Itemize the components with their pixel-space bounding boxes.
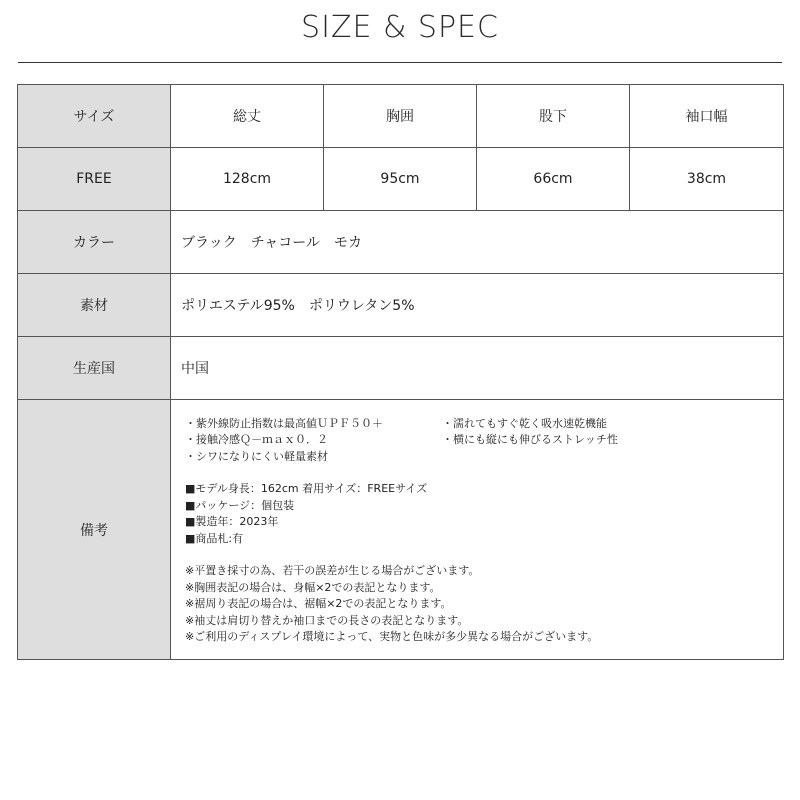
- origin-value: 中国: [171, 337, 784, 400]
- color-row: [18, 211, 784, 274]
- feature-item: ・シワになりにくい軽量素材: [185, 449, 328, 463]
- spec-table: [17, 84, 784, 660]
- disclaimer-item: ※裾周り表記の場合は、裾幅×2での表記となります。: [185, 597, 452, 610]
- value-length: 128cm: [171, 148, 324, 211]
- feature-item: ・接触冷感Ｑ－ｍａｘ０．２: [185, 433, 328, 446]
- column-header-inseam: 股下: [477, 85, 630, 148]
- disclaimer-item: ※ご利用のディスプレイ環境によって、実物と色味が多少異なる場合がございます。: [185, 630, 599, 643]
- origin-row: [18, 337, 784, 400]
- disclaimer-item: ※袖丈は肩切り替えか袖口までの長さの表記となります。: [185, 613, 469, 627]
- column-header-chest: 胸囲: [324, 85, 477, 148]
- feature-list: [185, 416, 783, 466]
- detail-item: ■商品札:有: [185, 531, 244, 545]
- material-label: 素材: [18, 274, 171, 337]
- size-row-label: FREE: [18, 148, 171, 211]
- notes-row: [18, 400, 784, 660]
- feature-item: ・濡れてもすぐ乾く吸水速乾機能: [442, 416, 607, 430]
- column-header-cuff-width: 袖口幅: [630, 85, 784, 148]
- detail-item: ■モデル身長：162cm 着用サイズ：FREEサイズ: [185, 482, 428, 495]
- feature-item: ・横にも縦にも伸びるストレッチ性: [442, 433, 618, 446]
- color-value: ブラック チャコール モカ: [171, 211, 784, 274]
- column-header-length: 総丈: [171, 85, 324, 148]
- size-value-row: [18, 148, 784, 211]
- value-chest: 95cm: [324, 148, 477, 211]
- material-value: ポリエステル95% ポリウレタン5%: [171, 274, 784, 337]
- size-header-row: [18, 85, 784, 148]
- feature-item: ・紫外線防止指数は最高値ＵＰＦ５０＋: [185, 416, 383, 430]
- detail-item: ■製造年：2023年: [185, 515, 279, 528]
- feature-item: [442, 449, 783, 466]
- title-divider: [18, 62, 782, 63]
- value-cuff-width: 38cm: [630, 148, 784, 211]
- disclaimer-item: ※胸囲表記の場合は、身幅×2での表記となります。: [185, 580, 441, 594]
- color-label: カラー: [18, 211, 171, 274]
- material-row: [18, 274, 784, 337]
- detail-list: [185, 481, 783, 547]
- origin-label: 生産国: [18, 337, 171, 400]
- detail-item: ■パッケージ：個包装: [185, 498, 295, 512]
- size-header-label: サイズ: [18, 85, 171, 148]
- notes-label: 備考: [18, 400, 171, 660]
- notes-content: [171, 406, 783, 654]
- page-title: SIZE & SPEC: [301, 10, 499, 45]
- notes-cell: [171, 400, 784, 660]
- value-inseam: 66cm: [477, 148, 630, 211]
- disclaimer-list: [185, 563, 783, 646]
- disclaimer-item: ※平置き採寸の為、若干の誤差が生じる場合がございます。: [185, 564, 480, 577]
